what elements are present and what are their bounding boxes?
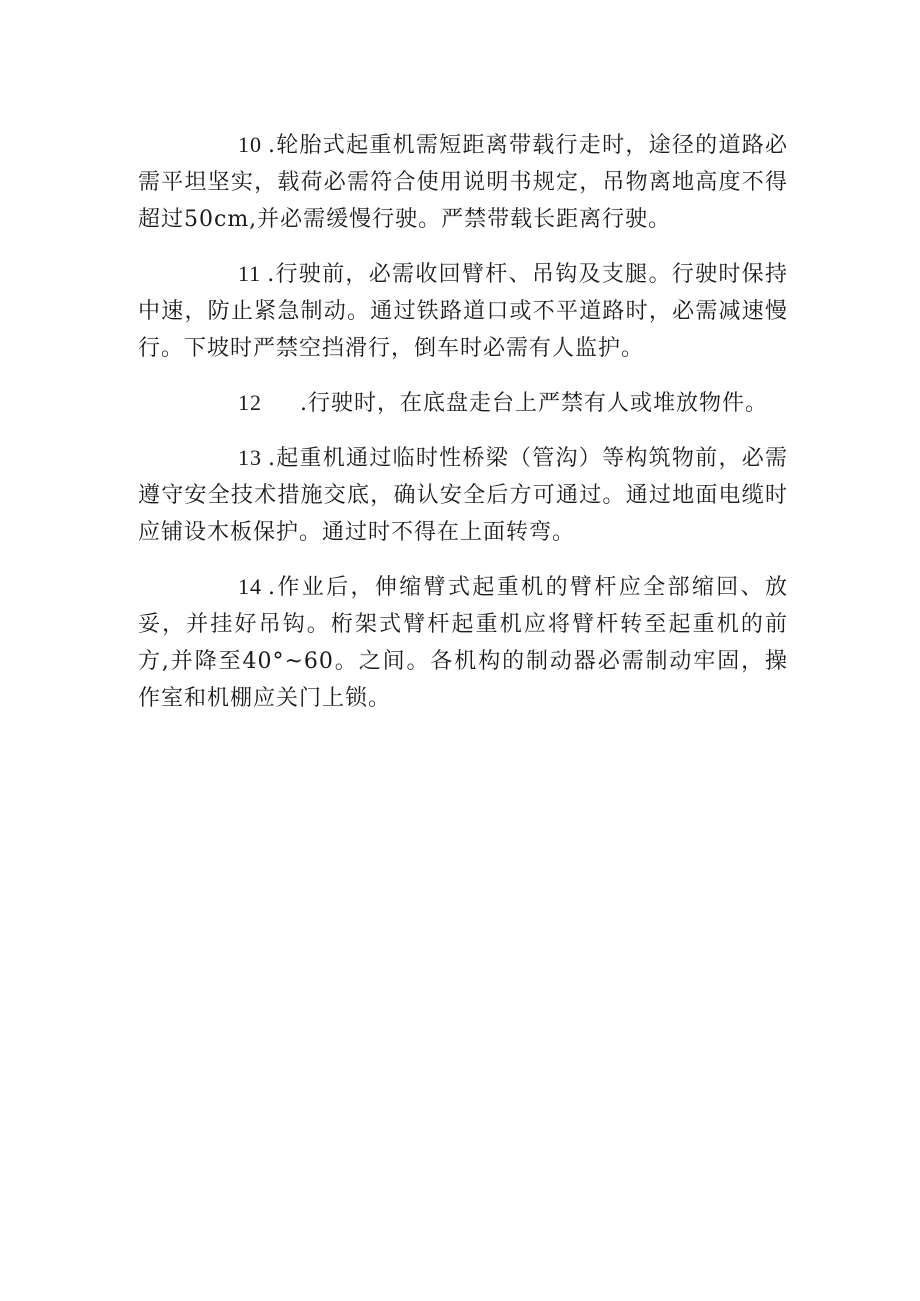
paragraph-text: .行驶前，必需收回臂杆、吊钩及支腿。行驶时保持中速，防止紧急制动。通过铁路道口或不平道路时，必需减速慢行。下坡时严禁空挡滑行，倒车时必需有人监护。 <box>138 262 788 361</box>
paragraph-text: .行驶时，在底盘走台上严禁有人或堆放物件。 <box>300 391 768 416</box>
paragraph-text: .作业后，伸缩臂式起重机的臂杆应全部缩回、放妥，并挂好吊钩。桁架式臂杆起重机应将臂杆转至起重机的前方,并降至40°~60。之间。各机构的制动器必需制动牢固，操作室和机棚应关门上锁。 <box>138 575 788 711</box>
paragraph-number: 13 <box>238 445 262 470</box>
paragraph-10 <box>138 126 788 238</box>
paragraph-number: 14 <box>238 574 262 599</box>
paragraph-number: 11 <box>238 261 262 286</box>
paragraph-13 <box>138 439 788 551</box>
document-body <box>138 126 788 734</box>
paragraph-text: .轮胎式起重机需短距离带载行走时，途径的道路必需平坦坚实，载荷必需符合使用说明书规定，吊物离地高度不得超过50cm,并必需缓慢行驶。严禁带载长距离行驶。 <box>138 133 788 232</box>
paragraph-14 <box>138 568 788 717</box>
paragraph-number: 10 <box>238 132 262 157</box>
paragraph-text: .起重机通过临时性桥梁（管沟）等构筑物前，必需遵守安全技术措施交底，确认安全后方可通过。通过地面电缆时应铺设木板保护。通过时不得在上面转弯。 <box>138 446 788 545</box>
paragraph-11 <box>138 255 788 367</box>
paragraph-12 <box>138 384 788 422</box>
paragraph-number: 12 <box>238 390 262 415</box>
